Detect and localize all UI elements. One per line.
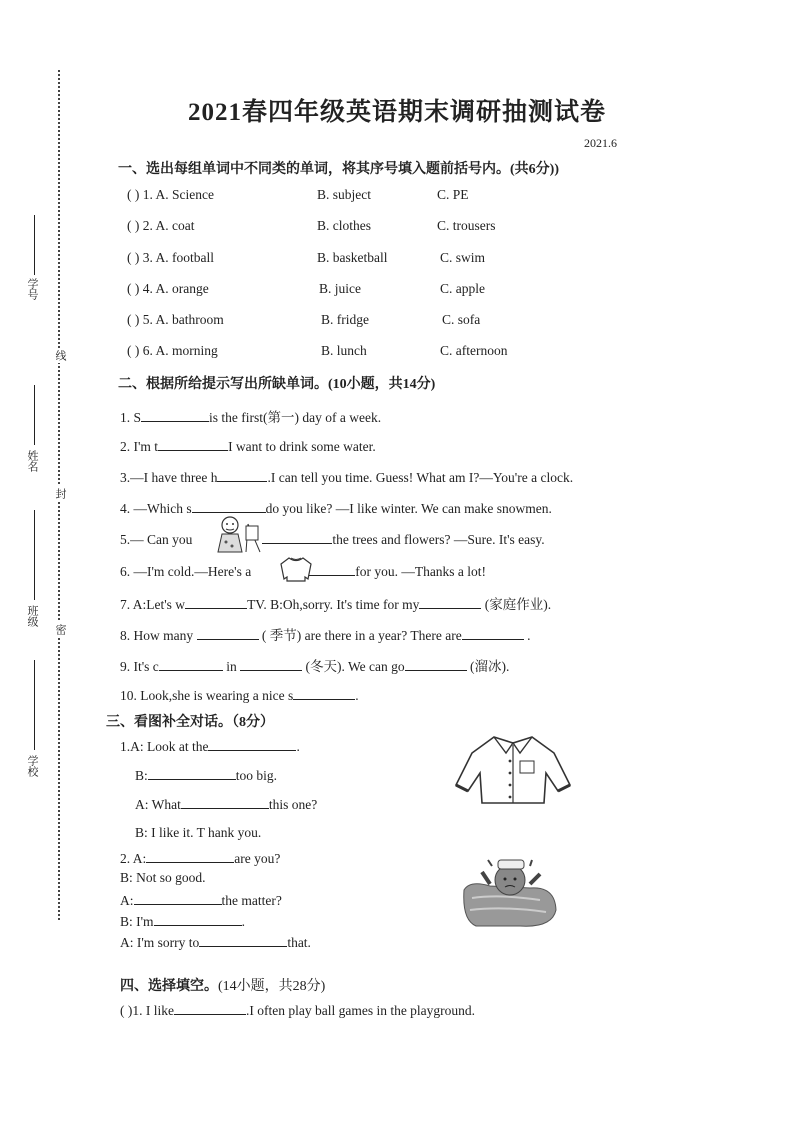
s1-item3-b: B. basketball [317, 250, 388, 265]
s4-question1: ( )1. I like .I often play ball games in the playground. [120, 1003, 476, 1018]
s3-dialog1-line2: B: too big. [135, 768, 278, 783]
s3-dialog2-line3: A: the matter? [120, 893, 282, 908]
s2-line2: 2. I'm t I want to drink some water. [120, 439, 376, 454]
girl-painting-picture [212, 514, 264, 554]
s2-line10: 10. Look,she is wearing a nice s . [120, 688, 359, 703]
class-label: 班级 [26, 605, 38, 627]
answer-blank[interactable] [462, 626, 524, 640]
section2-heading: 二、根据所给提示写出所缺单词。(10小题，共14分) [118, 377, 436, 392]
section3-heading: 三、看图补全对话。（8分） [106, 715, 274, 730]
s1-item1-b: B. subject [317, 187, 371, 202]
s1-item3-c: C. swim [440, 250, 486, 265]
s1-item1-c: C. PE [437, 187, 469, 202]
answer-blank[interactable] [158, 437, 228, 451]
answer-blank[interactable] [141, 408, 209, 422]
s2-line6: 6. —I'm cold.—Here's a for you. —Thanks a lot! [120, 564, 487, 579]
s1-item4-a: ( ) 4. A. orange [127, 281, 209, 296]
answer-blank[interactable] [174, 1001, 246, 1015]
s3-dialog1-line3: A: What this one? [135, 797, 318, 812]
s1-item1-a: ( ) 1. A. Science [127, 187, 214, 202]
s1-item4-c: C. apple [440, 281, 485, 296]
s1-item2-b: B. clothes [317, 218, 371, 233]
name-label: 姓名 [26, 450, 38, 472]
s1-item2-a: ( ) 2. A. coat [127, 218, 195, 233]
s2-line5: 5.— Can you the trees and flowers? —Sure. It's easy. [120, 532, 545, 547]
class-line [34, 510, 35, 600]
answer-blank[interactable] [148, 766, 236, 780]
answer-blank[interactable] [154, 912, 242, 926]
binding-margin [0, 0, 90, 1123]
answer-blank[interactable] [192, 499, 266, 513]
answer-blank[interactable] [217, 468, 267, 482]
s1-item4-b: B. juice [319, 281, 361, 296]
student-id-label: 学号 [26, 278, 38, 300]
answer-blank[interactable] [134, 891, 222, 905]
answer-blank[interactable] [185, 595, 247, 609]
s3-dialog1-line1: 1.A: Look at the . [120, 739, 300, 754]
s3-dialog2-line4: B: I'm . [120, 914, 245, 929]
s1-item6-a: ( ) 6. A. morning [127, 343, 218, 358]
school-line [34, 660, 35, 750]
answer-blank[interactable] [159, 657, 223, 671]
s1-item6-c: C. afternoon [440, 343, 508, 358]
sick-girl-picture [460, 850, 560, 930]
answer-blank[interactable] [419, 595, 481, 609]
answer-blank[interactable] [181, 795, 269, 809]
s1-item5-b: B. fridge [321, 312, 369, 327]
seal-char-line: 线 [54, 350, 66, 361]
school-label: 学校 [26, 755, 38, 777]
answer-blank[interactable] [240, 657, 302, 671]
answer-blank[interactable] [208, 737, 296, 751]
s2-line8: 8. How many ( 季节) are there in a year? There are . [120, 628, 531, 643]
section4-heading: 四、选择填空。(14小题，共28分) [120, 979, 326, 994]
student-id-line [34, 215, 35, 275]
s2-line9: 9. It's c in (冬天). We can go (溜冰). [120, 659, 510, 674]
shirt-picture [454, 733, 572, 805]
s1-item5-a: ( ) 5. A. bathroom [127, 312, 224, 327]
s3-dialog2-line2: B: Not so good. [120, 870, 206, 885]
name-line [34, 385, 35, 445]
answer-blank[interactable] [199, 933, 287, 947]
s3-dialog1-line4: B: I like it. T hank you. [135, 825, 262, 840]
s2-line4: 4. —Which s do you like? —I like winter. We can make snowmen. [120, 501, 552, 516]
sweater-picture [278, 555, 314, 583]
seal-char-seal: 封 [54, 488, 66, 499]
answer-blank[interactable] [262, 530, 332, 544]
s2-line1: 1. S is the first(第一) day of a week. [120, 410, 382, 425]
s1-item3-a: ( ) 3. A. football [127, 250, 214, 265]
s1-item2-c: C. trousers [437, 218, 496, 233]
section1-heading: 一、选出每组单词中不同类的单词，将其序号填入题前括号内。(共6分)) [118, 162, 559, 177]
exam-date: 2021.6 [584, 136, 617, 150]
s1-item6-b: B. lunch [321, 343, 367, 358]
answer-blank[interactable] [197, 626, 259, 640]
s3-dialog2-line1: 2. A: are you? [120, 851, 281, 866]
answer-blank[interactable] [146, 849, 234, 863]
answer-blank[interactable] [405, 657, 467, 671]
s3-dialog2-line5: A: I'm sorry to that. [120, 935, 311, 950]
answer-blank[interactable] [293, 686, 355, 700]
s1-item5-c: C. sofa [442, 312, 481, 327]
s2-line3: 3.—I have three h .I can tell you time. Guess! What am I?—You're a clock. [120, 470, 574, 485]
page-title: 2021春四年级英语期末调研抽测试卷 [187, 99, 606, 126]
s2-line7: 7. A:Let's w TV. B:Oh,sorry. It's time for my (家庭作业). [120, 597, 552, 612]
seal-char-secret: 密 [54, 624, 66, 635]
